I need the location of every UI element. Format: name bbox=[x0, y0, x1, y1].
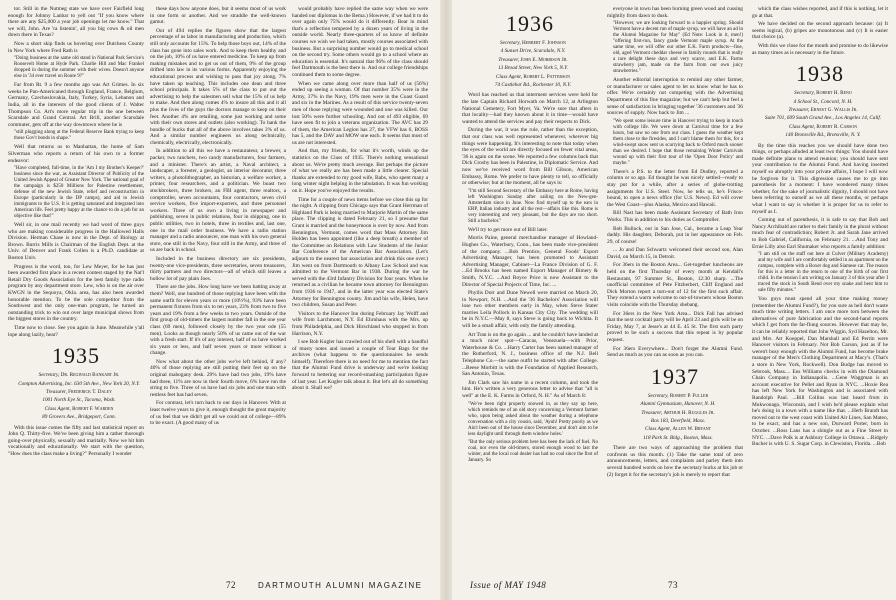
officer-name: Robert P. Fuller bbox=[669, 392, 709, 399]
class-year-heading: 1935 bbox=[52, 343, 100, 369]
officer-address: 1001 North Eye St., Tacoma, Wash. bbox=[42, 397, 116, 404]
paragraph: You guys must spend all your time making money (remember the Alumni Fund?), for you sure as hell don't waste much time writing letters. I am once more torn between the alternatives of pure fabrication and the second-hand reports which I get from the far-flung sources. However that may be, it can be reliably reported that John Wiggin, Syd Hazelton, Mr. and Mrs. Art Koeppel, Dan Marshall and Ed Perrin were Hanover visitors in February. Not Bob Carson, just as if he weren't busy enough with the Alumni Fund, has become brake manager of the Men's Clothing Department at Macy's. (That's a store in New York, Rockwell). Don Budge has moved to Sebrook, Mass.... Ens Williams checks in with the Diamond Chain Company in Indianapolis. ...Gene Waggman is an account executive for Pellet and Ryan in NYC. ...Hoxie Rea has left New York for Washington and is associated with Randolph Paul. ...Bill Collins was last heard from in Mukwonago, Wisconsin, and I wish he'd please explain what he's doing in a town with a name like that. ...Herb Brandt has moved out to the west coast with United Air Lines, San Mateo, to be exact, and has a new son, Durward Porter, born in October. ...Ross Lans has a shingle out as a Fine Street in NYC. ...Dave Polk is at Ashbury College in Ottawa. ...Ridgely Bucher is with U. S. Sugar Corp. in Clewiston, Florida. ...Bob bbox=[752, 296, 888, 448]
paragraph: There are two ways of approaching the problem that confronts us this month. (1) Take the same total of zero announcements, letters, and complaints and parley them into several hundred words on how the secretary bucks at his job or (2) forget it for the secretary's job is merely to report that bbox=[607, 445, 743, 478]
paragraph: ... Jo and Dan Schwartz welcomed their second son, Alan David, on March 15, in Detroit. bbox=[607, 247, 743, 260]
paragraph: For 36ers in the New York Area... Dick Fall has advised that the next cocktail party will be April 23 and girls will be on Friday, May 7, at Jesse's at 44 E. 45 St. The first such party proved to be such a success that this repeat is by popular request. bbox=[607, 310, 743, 343]
paragraph: With this issue comes the fifty and last statistical report on John Q. Thirty-five. We've been giving him a rather thorough going-over physically, sexually and maritally. Now we hit him vocationally and educationally. We start with the question, "How does the class make a living?" Personally I wonder bbox=[8, 424, 144, 457]
paragraph: In addition to all this we have a restaurateur, a brewer, a packer, two ranchers, two candy manufacturers, four farmers, and a minister. There's an artist, a Naval architect, a landscaper, a forester, a geologist, an interior decorator, three writers, a photolithographer, an historian, a welfare worker, a printer, four researchers, and a politician. We boast two stockbrokers, three brokers, an FBI agent, three realtors, a comptroller, seven accountants, four contractors, seven civil service workers, five import-exporters, and three personnel workers. Three of us own a living in newspaper and publishing, seven in public relations, four in shipping, one in public utilities, two in hotels, three in textiles and, last one, one in the mail order business. We have a radio station manager and a radio announcer, one man with his own general store, one still in the Navy, four still in the Army, and three of us are back in school. bbox=[150, 148, 286, 254]
paragraph: "I'm still Second Secretary of the Embassy here at Rome, having left Washington Sunday after sailing on the New-gen-Amsterdam since in June. Now find myself up to the ears in ERP, Italian industry and all the rest—affairs like this. Rome is very interesting and very pleasant, but the days are too short. Still a bachelor." bbox=[468, 188, 598, 224]
class-officers bbox=[752, 90, 888, 138]
paragraph: which the class wishes reported, and if this is nothing, let it go at that. bbox=[752, 6, 888, 19]
officer-line bbox=[607, 426, 743, 432]
issue-date: Issue of MAY 1948 bbox=[470, 580, 547, 590]
officer-line bbox=[462, 74, 598, 80]
officer-name: Robert R. Carson bbox=[816, 123, 858, 130]
column-6 bbox=[752, 6, 888, 566]
paragraph: Time for a couple of news items before we close this up for the night. A clipping from Chicago says that Grant Herrman of Highland Park is being married to Marjorie Martin of the same place. The clipping is dated February 21, so I presume that Grant is married and the honeymoon is over by now. And from Bennington, Vermont, comes word that Mass Attorney Jim Holden has been appointed (like a deep breath) a member of the Committee on Relations with Law Students of the Junior Bar Conference of the American Bar Association. (Let's adjourn to the nearest bar association and drink this one over.) Jim went on from Dartmouth to Albany Law School and was admitted to the Vermont Bar in 1938. During the war he served with the 43rd Infantry Division for four years. When he returned as a civilian he became town attorney for Bennington from 1936 to 1947, and in the latter year was elected State's Attorney for Bennington county. Jim and his wife, Helen, have two children, Susan and Peter. bbox=[292, 196, 428, 309]
officer-line bbox=[8, 372, 144, 378]
paragraph: Art Tran is on the go again ... and he couldn't have landed at a much nicer spot—Caracas, Venezuela—with Prior, Waterhouse & Co. ...Harry Carter has been named manager of the Rutherford, N. J., business office of the N.J. Bell Telephone Co.—the same outfit he started with after College. ...Reese Morbitt is with the Foundation of Applied Research, San Antonio, Texas. bbox=[462, 331, 598, 378]
officer-role: Treasurer, bbox=[46, 389, 67, 395]
paragraph: "However, we are looking forward to a happier spring. Should Vermont have a decent run of maple syrup, we will have an ad in the Alumni Magazine for May" (Ed Note: Look in it, men!) "offering first-run, fancy grade Vermont maple syrup. At the same time, we will offer our other E.K. Farm products—fine, old, aged Vermont cheddar cheese in family rounds that is really a rare delight these days and very scarce, and E.K. Farms strawberry jam, made on the farm from our own juicy strawberries." bbox=[613, 21, 743, 75]
column-4 bbox=[462, 6, 598, 566]
officer-role: Treasurer, bbox=[498, 56, 520, 63]
column-1 bbox=[8, 6, 144, 566]
officer-address: 13 Broad Street, New York 5, N.Y. bbox=[498, 65, 568, 72]
officer-address: 89 Grovers Ave., Bridgeport, Conn. bbox=[42, 414, 116, 421]
officer-role: Secretary, bbox=[500, 40, 521, 46]
officer-line bbox=[8, 389, 144, 395]
paragraph: Well that returns us to Manhattan, the home of Sam Silverman who reports a return of his own to a former endeavor: bbox=[8, 144, 144, 164]
column-5 bbox=[607, 6, 743, 566]
paragraph: During the war, it was the rule, rather than the exception, that our class was well represented whenever, wherever big things were happening. It's interesting to note that today when the eyes of the world are directly focused on fewer vital areas, '36 is again on the scene. We reported a few columns back that Dick Crosby has been in Palestine, in Diplomatic Service. And now we've received word from Bill Gibson, American Embassy, Rome. We prefer to have plenty to tell, so officially or otherwise; but at the moment, all he says is: bbox=[462, 127, 598, 187]
paragraph: With this we close for the month and promise to do likewise as many times as is necessary in the future. bbox=[752, 42, 888, 56]
paragraph: Well sir, in one mail recently we had word of three guys who are making considerable progress in the Hallowed Halls Division. Herman Chase is now in the Dept. of Biology at Brown. Burris Mills is Chairman of the English Dept. at the Univ. of Denver and Frank Collen is a Ph.D. candidate at Boston Univ. bbox=[8, 222, 144, 262]
left-page bbox=[8, 6, 428, 594]
officer-role: Class Agent, bbox=[44, 405, 71, 412]
paragraph: By the time this reaches you we should have done two things, or perhaps alluded at least two things: You should have made definite plans to attend reunion; you should have sent your contribution to the Alumni Fund. And having inserted myself so abruptly into your private affairs, I hope I will now be forgiven for it. This digression causes me to go into parenthesis for a moment: I have wondered many times whether, for the sake of journalistic dignity, I should not have been referring to ourself as we all these months, or perhaps what I want to say is whether it is proper for us to refer to myself as I. bbox=[752, 142, 888, 215]
officer-name: Herbert F. Johnson bbox=[522, 40, 566, 46]
officer-name: Robert F. Warden bbox=[72, 405, 114, 412]
officer-address: 4 Sunset Drive, Scarsdale, N.Y. bbox=[500, 48, 566, 55]
officer-role: Secretary, bbox=[647, 392, 669, 399]
officer-name: Ernest G. Wallis Jr. bbox=[810, 106, 858, 113]
officer-role: Class Agent, bbox=[495, 73, 523, 80]
paragraph: Jim Clark saw his name in a recent column, and took the hint. He's written a very generous letter to advise that "all is well" at the E. K. Farms in Orford, N. H." As of March 8: bbox=[462, 379, 598, 399]
officer-address: 74 Castlebar Rd., Rochester 10, N.Y. bbox=[494, 82, 572, 89]
class-year-heading: 1937 bbox=[651, 363, 699, 389]
officer-address: 118 Park St. Bldg., Boston, Mass. bbox=[643, 434, 713, 441]
paragraph: "Have completed, full-time, in the 'Am I my Brother's Keeper?' business since the war, as Assistant Director of Publicity of the United Jewish Appeal of Greater New York. The national goal of the campaign is $250 Millions for Palestine resettlement, defense of the new Jewish State, relief and reconstruction in Europe (particularly in the DP camps), and aid to Jewish immigrants to the U.S. It is getting saturated and integrated into American life. Feel pretty happy at the chance to do a job for an objective like that!" bbox=[14, 166, 144, 220]
paragraph: And that, my friends, for what it's worth, winds up the statistics on the Class of 1935. There's nothing sensational about us. We're pretty much average. But perhaps the picture of what we really are has been made a little clearer. Special thanks are extended to my good wife, Babs, who spent many a long winter night helping in the tabulation. It was fun working on it. Hope you've enjoyed the results. bbox=[292, 148, 428, 195]
officer-role: Treasurer, bbox=[788, 106, 810, 113]
gutter bbox=[440, 0, 452, 600]
left-page-number: 72 bbox=[226, 580, 236, 590]
class-officers bbox=[607, 393, 743, 441]
paragraph: these days how anyone does, but it seems most of us work in one form or another. And we straddle the well-known gamut. bbox=[150, 6, 286, 26]
officer-address: Box 183, Deerfield, Mass. bbox=[650, 418, 706, 424]
officer-name: Dr. Reginald Bankart Jr. bbox=[60, 372, 120, 379]
officer-name: Allen W. Bryant bbox=[672, 426, 712, 433]
paragraph: Word has reached us that interment services were held for the late Captain Richard Horwath on March 12, at Arlington National Cemetery, Fort Myer, Va. We're sure that afters in that locality—had they known about it in time—would have wanted to attend the services and pay their respects to Dick. bbox=[462, 92, 598, 125]
class-year-heading: 1938 bbox=[796, 61, 844, 87]
officer-name: Robert H. Reno bbox=[816, 90, 852, 97]
paragraph: would probably have replied the same way when we were handed our diplomas in the Bema.) However, if we had it to do over again only 75% would do it differently. Bear in mind that's a reflection tempered by a dozen years of living in the outside world. Nearly three-quarters of us know of definite courses we wish we had taken, mostly courses associated with business. But a surprising number would go to medical school on the second try. Some others would go to a school where an education is essential. It's natural that 96% of the class should feel Dartmouth is the best there is. And our college friendships continued them to some degree. bbox=[292, 6, 428, 78]
paragraph: "I am still on the staff out here at Culver (Military Academy) and my wife and I are comfortably settled in an apartment on the campus, complete with a Boxer dog and Siamese cat. The reason for this is a letter in the return to one of the birth of our first child. In the tension I am writing on January 3 of this year after I traced the stock in South Bend over my snake and bent him to sale fifty minutes." bbox=[758, 252, 888, 294]
column-3 bbox=[292, 6, 428, 566]
column-2 bbox=[150, 6, 286, 566]
officer-line bbox=[607, 410, 743, 416]
officer-line bbox=[8, 406, 144, 412]
class-officers bbox=[462, 40, 598, 88]
right-page bbox=[462, 6, 888, 594]
paragraph: For contrast, let's turn back to our days in Hanover. With at least twelve years to give it, enough thought the great majority of us feel that we didn't get all we could out of college—89% to be exact. (A good many of us bbox=[150, 400, 286, 427]
officer-name: Frederick T. Daley bbox=[68, 389, 112, 395]
officer-line bbox=[752, 90, 888, 96]
magazine-name: DARTMOUTH ALUMNI MAGAZINE bbox=[258, 581, 423, 590]
officer-line bbox=[462, 40, 598, 46]
officer-role: Class Agent, bbox=[788, 123, 816, 130]
officer-address: Alumni Gymnasium, Hanover, N. H. bbox=[640, 401, 716, 408]
paragraph: everyone in town has been burning green wood and cussing mightily from dawn to dusk. bbox=[607, 6, 743, 19]
officer-address: 140 Bronxville Rd., Bronxville, N. Y. bbox=[785, 132, 861, 139]
officer-role: Treasurer, bbox=[641, 409, 663, 416]
paragraph: There's a P.S. to the letter from Ed Dudley, reported a column or so ago. Ed thought he was nicely settled—ready to stay put for a while, after a series of globe-trotting assignments for U.S. Steel. Now, he tells us, he's Frisco-bound, to open a news office (for U.S. News). Ed will cover the West Coast—plus Alaska, Mexico and Hawaii. bbox=[607, 168, 743, 208]
officer-line bbox=[752, 124, 888, 130]
officer-address: Suite 701, 609 South Grand Ave., Los Angeles 14, Calif. bbox=[764, 115, 882, 122]
paragraph: For 36ers in the Boston Area... Get-together luncheons are held on the first Thursday of every month at Kendall's Restaurant, 97 Summer St., Boston, 12:30 sharp. ...The unofficial committee of Pete Fitzherbert, Cliff England and Dick Morton report a turn-out of 12 for the first such affair. They extend a warm welcome to out-of-towners whose Boston visits coincide with the Thursday shebang. bbox=[607, 262, 743, 309]
paragraph: For 36ers Everywhere... Don't forget the Alumni Fund. Send as much as you can as soon as you can. bbox=[607, 345, 743, 359]
paragraph: Progress is the word, too, for Lew Meyer, for he has just been awarded first place in a recent contest staged by the Nat'l Retail Dry Goods Association for the best family type radio program by any department store. Lew, who is on the air over KWGN in the Sequoya, Okla. area, has also been awarded honorable mention. To be the sole competitor from the Southwest and the only one-man program, he turned an outstanding trick to win out over large municipal shows from the biggest stores in the country. bbox=[8, 263, 144, 323]
officer-address: Compton Advertising, Inc. 630 5th Ave., New York 20, N.Y. bbox=[18, 380, 140, 387]
paragraph: There are the jobs. How long have we been batting away at them? Well, one hundred of those replying have been with the same outfit for eleven years or more (10½%), 93% have been permanent fixtures from six to ten years, 23% from two to five years and 19% from a few weeks to two years. Outside of the first group of old-timers the largest number fall in the one year class (69 men), followed closely by the two year ode (55 men). Looks as though nearly 50% of us came out of the war with a fresh start. If it's of any interest, half of us have worked six years or less, and half seven years or more without a change. bbox=[150, 284, 286, 357]
paragraph: Bill Nast has been made Assistant Secretary of Bath Iron Works. This in addition to his duties as Comptroller. bbox=[607, 210, 743, 223]
paragraph: Coming out of parenthesis, it is safe to say that Bob and Nancy Archibald are rather to their family in the plural without much fear of contradiction; Robert Jr. and Sarah Jane arrived to Bob Gabriel, California, on February 21. ...And Tony and Ernie Lilly also Earl Shumaker who reports a family addition: bbox=[752, 217, 888, 250]
paragraph: Now what about the other jobs we've left behind, if any? 40% of those replying are still putting their feet up on the original mahogany desk. 29% have had two jobs, 19% have had three, 11% are now in their fourth move, 6% have run the string to five. Three of us have had six jobs and one man with restless feet has had seven. bbox=[150, 358, 286, 398]
paragraph: Far from Rt. 9 a few months ago was Art Grimes. In six weeks he Pan-Americaned through England, France, Belgium, Germany, Czechoslovakia, Italy, Turkey, Syria, Lebanon and India, all in the interests of the good clients of J. Walter Thompson Co. Art's more regular trip in the one between Scarsdale and Grand Central. Art Brill, another Scarsdale commuter, gets off at the way downtown where he is bbox=[8, 82, 144, 128]
paragraph: Morris Paine, general merchandise manager of Howland-Hughes Co., Waterbury, Conn., has been made vice-president of the company. ...Bob Prentice, General Foods' Export Advertising Manager, has been promoted to Assistant Advertising Manager, Cabinet—La France Division of G. F. ...Ed Brooks has been named Export Manager of Bimery & Smith, N.Y.C. ...And Royce Price is now Assistant to the Director of Special Projects of Time, Inc. ... bbox=[462, 235, 598, 288]
officer-line bbox=[752, 107, 888, 113]
officer-address: 4 School St., Concord, N. H. bbox=[793, 98, 853, 105]
paragraph: Visitors to the Hanover Inn during February Jay Wolff and wife from Larchmont, N.Y. Ed Ehrnhaus with the Mrs. up from Philadelphia, and Dick Hirschland who stopped in from Harrison, N.Y. bbox=[292, 310, 428, 337]
paragraph: When we came along over more than half of us (56%) ended up seeing a woman. Of that number 35% were in the Army, 37% in the Navy, 19% men were in the Coast Guard and six in the Marines. As a result of this service twenty-seven men of those replying were wounded and one was killed. Our lost 50% were further schooling. And out of 493 eligible, 69 have seen fit to join a veterans organization. The AVC has 29 of them, the American Legion has 27, the VFW has 6, BOSS has 5, and the DAV and MOW one each. It seems that most of us are not interested. bbox=[292, 80, 428, 146]
officer-line bbox=[462, 57, 598, 63]
right-page-number: 73 bbox=[668, 580, 678, 590]
paragraph: "Doing business at the same old stand in National Park Service's Roosevelt Home at Hyde Park. Charlie Hill and Mac Frankel dropped in during the summer with their wives. Doesn't anyone else in '34 ever travel on Route 9?" bbox=[14, 56, 144, 80]
paragraph: Time now to close. See you again in June. Meanwhile y'all lope along lazily, hear? bbox=[8, 325, 144, 338]
paragraph: Bob Bullock, out in San Jose, Cal., became a Leap Year daddy. His daughter, Deborah, put in her appearance on Feb. 29, of course! bbox=[607, 225, 743, 245]
paragraph: tor. Still in the Nutmeg state we have over Fairfield long enough for Johnny Lanbar to yell out "If you know where there are any $25,000 a year job openings let me know." That we will, John. Are 'ra listenin', all you big cows & oil men down there in Texas? bbox=[8, 6, 144, 39]
paragraph: Another editorial interruption to remind any other farmer, or manufacturer or sales agent to let us know what he has to offer. We're certainly not competing with the Advertising Department of this fine magazine; but we can't help but feel a sense of satisfaction in bringing together '36 customers and '36 sources of supply. Now back to Jim ... bbox=[607, 77, 743, 117]
officer-name: Robert L. Patterson bbox=[523, 73, 571, 80]
paragraph: "We've been right properly snowed in, as they say up here, which reminds me of an old story concerning a Vermont farmer who, upon being asked about the weather during a telephone conversation with a city cousin, said, 'Ayuh! Pretty poorly as we Ain't been out of the house since December, and don't aim to be less daylight until through them window holes.' bbox=[468, 401, 598, 437]
paragraph: "We spent some leisure time in Hanover trying to keep in touch with college life. We were down at Carnival time for a few hours, but saw no one from our class. I guess the weather kept them close to the firesides, and I can't blame them for this, for a wind-swept snow sent us scurrying back to Orford much sooner than we desired. I hope that those remaining Winter Carnivals wound up with their first tour of the 'Open Door Policy' and maybe." bbox=[613, 118, 743, 166]
paragraph: "But the only serious problem here has been the lack of fuel. No coal, nor even the old-timers, stored enough wood to last the winter, and the local coal dealer has had no coal since the first of January. So bbox=[468, 439, 598, 463]
class-year-heading: 1936 bbox=[506, 11, 554, 36]
paragraph: Now a short skip finds us hovering over Dutchess County in New York where Fred Rath is bbox=[8, 40, 144, 54]
officer-role: Class Agent, bbox=[644, 426, 672, 433]
officer-role: Secretary, bbox=[794, 90, 815, 97]
officer-name: John E. Morrison Jr. bbox=[520, 56, 568, 63]
officer-name: Arthur H. Ruggles Jr. bbox=[663, 409, 715, 416]
paragraph: Out of 494 replies the figures show that the largest percentage of us labor in manufacturing and production, which still only accounts for 15%. To help those boys out, 14% of the class has gone into sales work. And to keep them healthy and on the job, 10% of us have entered medicine. To keep up from making mistakes and to get us out of them, 9% of the group drifted into law in its various forms. Apparently enjoying the educational process and wishing to pass that joy along, 7% have taken up teaching. This includes one dean and three school principals. It takes 5% of the class to put out the advertising to help the salesmen sell what the 15% of us help to make. And then along comes 4% to insure all this and it all plus the lives of the guys the doctors manage to keep on their feet. Another 4% are retailing, some just working and some with their own stores and outlets (also working). To bank the bundle of bucks that all of the above involves takes 3% of us. And a similar number engineers us along technically, chemically, electrically, electronically. bbox=[150, 27, 286, 146]
paragraph: We'll try to get more out of Bill later. bbox=[468, 226, 548, 233]
officer-role: Secretary, bbox=[38, 372, 60, 379]
paragraph: We have decided on the second approach because: (a) It seems logical, (b) gripes are monotonous and (c) It is easier that choice (a). bbox=[752, 21, 888, 41]
officer-line bbox=[607, 393, 743, 399]
paragraph: "still plugging along at the Federal Reserve Bank trying to keep those Gov't bonds in shape." bbox=[14, 130, 144, 142]
paragraph: Included in the business directory are six presidents, twenty-one vice-presidents, three secretaries, seven treasurers, thirty partners and two directors—all of which still leaves a hollow lot of pay plain Joes. bbox=[150, 255, 286, 282]
paragraph: I see Bob Kugler has crawled out of his shell with a handful of musty notes and issued a couple of Tear Bags for the archives (what happens to the questionnaires he sends himself). Therefore there is no need for me to mention the fact that the Alumni Fund drive is underway and we're looking forward to bettering our record-smashing participation figure of last year. Let Kugler talk about it. But let's all do something about it. Shall we? bbox=[292, 339, 428, 392]
class-officers bbox=[8, 372, 144, 420]
paragraph: Phyllis Dorr and Dune Newell were married on March 20, in Newport, N.H. ...And the '36 Bachelors' Association will lose two other members early in May, when Steve Stater marries Leila Pollock in Kansas City City. The wedding will be in N.Y.C.—May 8, says Steve is going back to Wichita. It will be a small affair, with only the family attending. bbox=[462, 290, 598, 330]
